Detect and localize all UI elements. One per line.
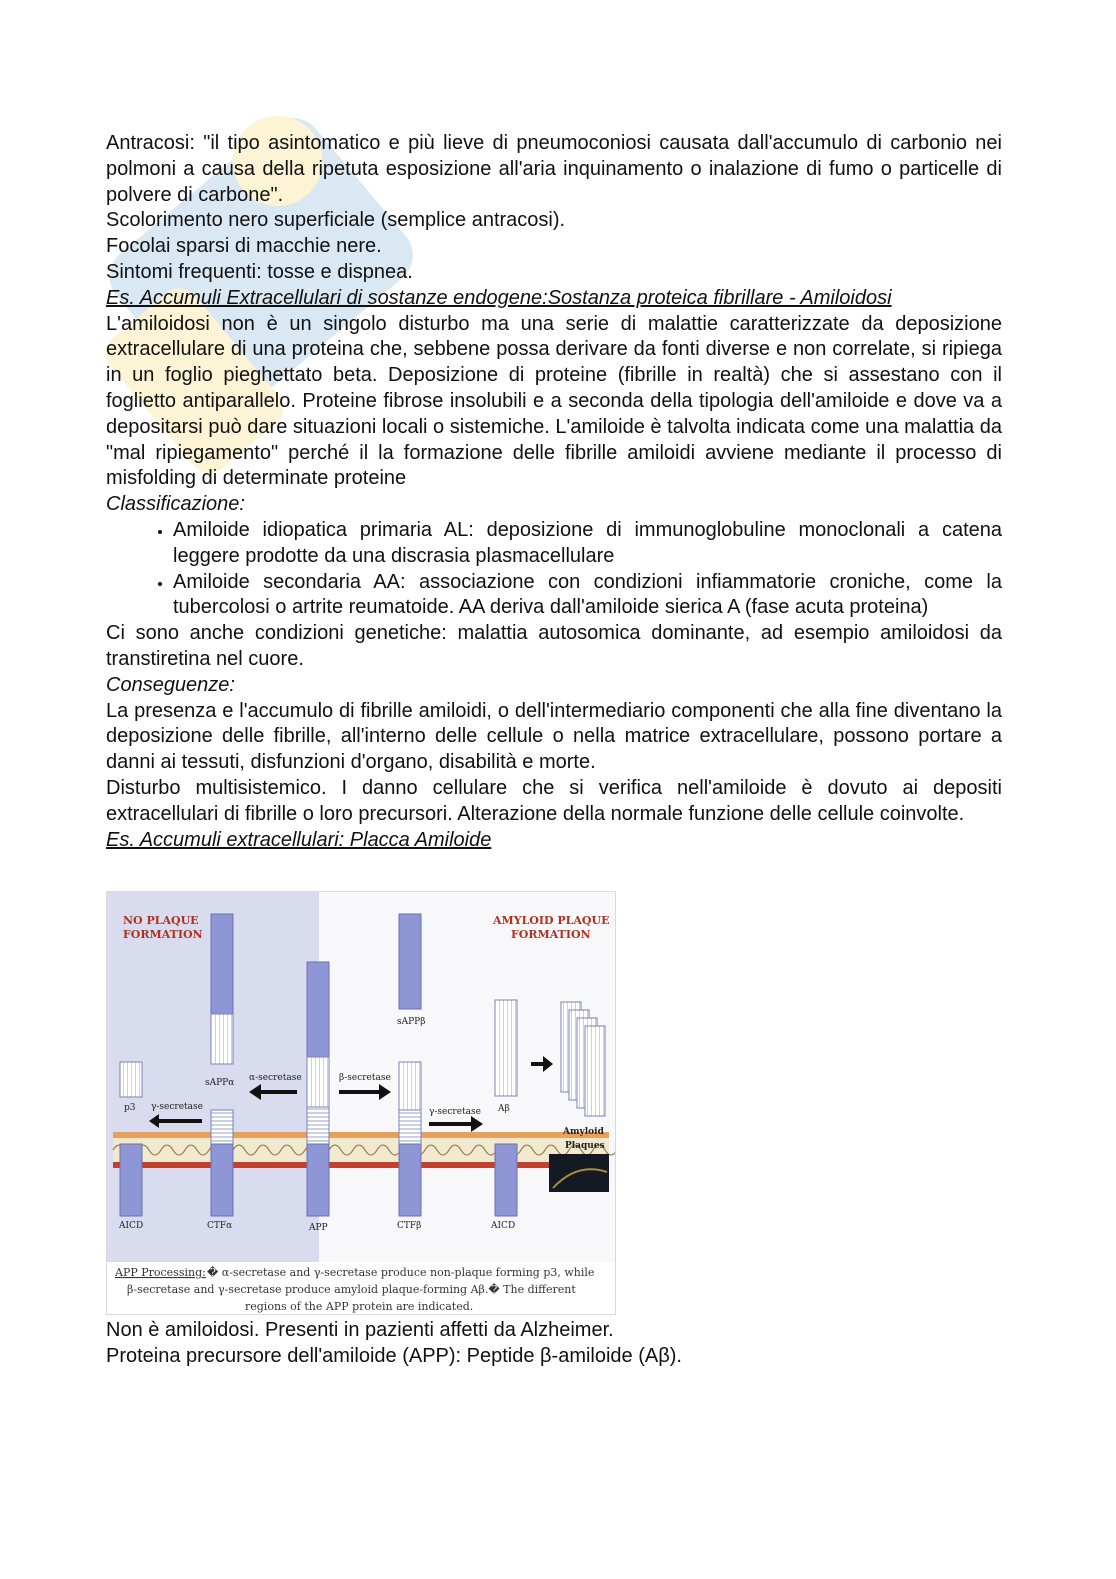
label-sappa: sAPPα: [205, 1078, 235, 1089]
multisystemic-paragraph: Disturbo multisistemico. I danno cellulare che si verifica nell'amiloide è dovuto ai depositi extracellulari di fibrille o loro precursori. Alterazione della normale funzione delle cellule coinvolte.: [106, 776, 1002, 825]
amyloidosis-paragraph: L'amiloidosi non è un singolo disturbo ma una serie di malattie caratterizzate da deposizione extracellulare di una proteina che, sebbene possa derivare da fonti diverse e non correlate, si ripiega in un foglio pieghettato beta. Deposizione di proteine (fibrille in realtà) che si assestano con il foglietto antiparallelo. Proteine fibrose insolubili e a seconda della tipologia dell'amiloide e dove va a depositarsi può dare situazioni locali o sistemiche. L'amiloide è talvolta indicata come una malattia da "mal ripiegamento" perché il la formazione delle fibrille amiloidi avviene mediante il processo di misfolding di determinate proteine: [106, 312, 1002, 490]
anthracosis-line: Sintomi frequenti: tosse e dispnea.: [106, 260, 413, 283]
abeta-fragment: [495, 1000, 517, 1096]
closing-line: Proteina precursore dell'amiloide (APP): Peptide β-amiloide (Aβ).: [106, 1345, 682, 1368]
label-ctfa: CTFα: [207, 1221, 233, 1232]
closing-line: Non è amiloidosi. Presenti in pazienti affetti da Alzheimer.: [106, 1319, 614, 1342]
label-alpha: α-secretase: [249, 1073, 302, 1084]
ctfa-fragment: [211, 1110, 233, 1144]
anthracosis-line: Focolai sparsi di macchie nere.: [106, 235, 382, 258]
anthracosis-line: Scolorimento nero superficiale (semplice antracosi).: [106, 209, 566, 232]
app-protein: [307, 962, 329, 1057]
label-ctfb: CTFβ: [397, 1221, 422, 1232]
sappb-fragment: [399, 914, 421, 1009]
caption-line: regions of the APP protein are indicated.: [245, 1300, 474, 1314]
right-title: FORMATION: [511, 928, 591, 942]
label-gamma-right: γ-secretase: [429, 1107, 481, 1118]
left-title: NO PLAQUE: [123, 914, 199, 928]
caption-line: β-secretase and γ-secretase produce amyloid plaque-forming Aβ.� The different: [127, 1283, 576, 1297]
sappa-fragment: [211, 914, 233, 1014]
label-plaques: Plaques: [565, 1141, 605, 1152]
cell-membrane: [113, 1132, 615, 1168]
classification-list: [106, 518, 1002, 621]
document-body: [106, 131, 1002, 1370]
label-amyloid: Amyloid: [563, 1127, 604, 1138]
consequences-heading: Conseguenze:: [106, 673, 235, 696]
caption-line: � α-secretase and γ-secretase produce non-plaque forming p3, while: [207, 1266, 595, 1280]
label-beta: β-secretase: [339, 1073, 391, 1084]
list-item: • Amiloide secondaria AA: associazione con condizioni infiammatorie croniche, come la tubercolosi o artrite reumatoide. AA deriva dall'amiloide sierica A (fase acuta proteina): [173, 570, 1002, 622]
caption-link: APP Processing:: [115, 1266, 206, 1280]
label-aicd-left: AICD: [119, 1221, 144, 1232]
label-sappb: sAPPβ: [397, 1017, 426, 1028]
classification-heading: Classificazione:: [106, 493, 245, 516]
label-p3: p3: [124, 1103, 136, 1114]
ctfb-fragment: [399, 1062, 421, 1110]
label-abeta: Aβ: [498, 1104, 510, 1115]
app-processing-figure: [106, 891, 616, 1315]
p3-fragment: [120, 1062, 142, 1097]
right-title: AMYLOID PLAQUE: [493, 914, 610, 928]
aicd-right-fragment: [495, 1144, 517, 1216]
section-heading-plaque: Es. Accumuli extracellulari: Placca Amiloide: [106, 828, 492, 851]
section-heading-amyloidosis: Es. Accumuli Extracellulari di sostanze endogene:Sostanza proteica fibrillare - Amiloidosi: [106, 286, 892, 309]
consequences-paragraph: La presenza e l'accumulo di fibrille amiloidi, o dell'intermediario componenti che alla fine diventano la deposizione delle fibrille, all'interno delle cellule o nella matrice extracellulare, possono portare a danni ai tessuti, disfunzioni d'organo, disabilità e morte.: [106, 699, 1002, 774]
list-item: • Amiloide idiopatica primaria AL: deposizione di immunoglobuline monoclonali a catena leggere prodotte da una discrasia plasmacellulare: [173, 518, 1002, 570]
label-aicd-right: AICD: [491, 1221, 516, 1232]
plaque-micrograph: [549, 1154, 609, 1192]
left-title: FORMATION: [123, 928, 203, 942]
aicd-left-fragment: [120, 1144, 142, 1216]
anthracosis-definition: Antracosi: "il tipo asintomatico e più lieve di pneumoconiosi causata dall'accumulo di carbonio nei polmoni a causa della ripetuta esposizione all'aria inquinamento o inalazione di fumo o particelle di polvere di carbone".: [106, 132, 1002, 206]
genetic-paragraph: Ci sono anche condizioni genetiche: malattia autosomica dominante, ad esempio amiloidosi da transtiretina nel cuore.: [106, 622, 1002, 670]
label-app: APP: [309, 1223, 328, 1234]
label-gamma-left: γ-secretase: [151, 1102, 203, 1113]
